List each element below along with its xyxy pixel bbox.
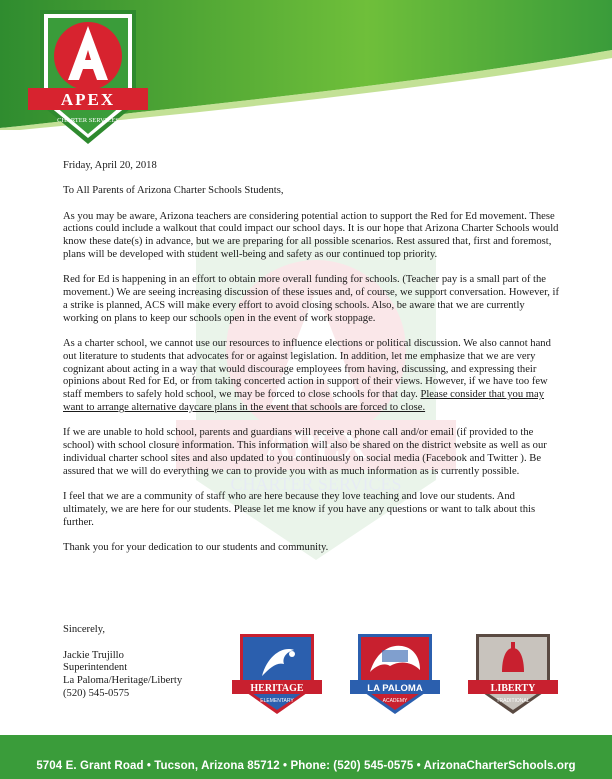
letter-paragraph-2: Red for Ed is happening in an effort to obtain more overall funding for schools. (Teacher pay is a small part of the movement.) We are seeing increasing discussion of these issues and, of course, we support conversation. However, if a strike is planned, ACS will make every effort to avoid closing schools. Also, be aware that we are currently working on plans to keep our schools open in the event of work stoppage. <box>63 274 560 324</box>
letter-date: Friday, April 20, 2018 <box>63 160 157 171</box>
watermark-name: APEX <box>264 425 368 467</box>
letter-salutation: To All Parents of Arizona Charter Schools Students, <box>63 185 284 197</box>
logo-name: APEX <box>60 90 116 109</box>
badge-liberty-sub: TRADITIONAL <box>496 698 530 704</box>
logo-subtitle: CHARTER SERVICES <box>57 117 119 124</box>
signer-schools: La Paloma/Heritage/Liberty <box>63 675 183 687</box>
paragraph-3-text: As a charter school, we cannot use our resources to influence elections or political discussion. We also cannot hand out literature to students that advocates for or against legislation. In addition, let me emphasize that we are very cognizant about acting in a way that would discourage employees from having, discussing, and expressing their opinions about Red for Ed, or from taking concerted action in support of their views. However, if we have too few staff members to safely hold school, we may be forced to close schools for that day. <box>63 337 551 401</box>
heritage-badge <box>232 632 322 716</box>
letter-paragraph-5: I feel that we are a community of staff who are here because they love teaching and love our students. And ultimately, we are here for our students. Please let me know if you have any questions or want to talk about this further. <box>63 490 536 528</box>
badge-heritage-sub: ELEMENTARY <box>260 698 294 704</box>
signer-phone: (520) 545-0575 <box>63 687 130 699</box>
daycare-note: Please consider that you may want to arrange alternative daycare plans in the event that schools are forced to close. <box>63 389 545 413</box>
badge-la-paloma-sub: ACADEMY <box>382 698 408 704</box>
liberty-badge <box>468 632 558 716</box>
letter-paragraph-1: As you may be aware, Arizona teachers are considering potential action to support the Red for Ed movement. These actions could include a walkout that could impact our school days. It is our hope that Arizona Charter Schools would know these date(s) in advance, but we are preparing for all possible scenarios. Rest assured that, first and foremost, plans will be developed with student well-being and safety as our continued top priority. <box>63 210 559 260</box>
footer-contact: 5704 E. Grant Road • Tucson, Arizona 85712 • Phone: (520) 545-0575 • ArizonaCharterSchools.org <box>36 760 576 772</box>
letter-paragraph-6: Thank you for your dedication to our students and community. <box>63 541 329 553</box>
signature-block <box>63 624 182 701</box>
badge-la-paloma-name: LA PALOMA <box>367 683 423 694</box>
badge-liberty-name: LIBERTY <box>490 683 536 694</box>
letter-body <box>63 160 561 567</box>
la-paloma-badge <box>350 632 440 716</box>
school-badges <box>232 632 562 717</box>
watermark-subtitle: CHARTER SERVICES <box>230 474 402 494</box>
apex-logo <box>28 8 148 148</box>
signer-title: Superintendent <box>63 662 128 674</box>
signer-name: Jackie Trujillo <box>63 649 124 661</box>
footer-bar <box>0 735 612 779</box>
letter-paragraph-4: If we are unable to hold school, parents and guardians will receive a phone call and/or email (if provided to the school) with school closure information. This information will also be shared on the district website as well as our individual charter school sites and also updated to you continuously on social media (Facebook and Twitter ). Be assured that we will do everything we can to provide you with as much information as is currently possible. <box>63 427 547 477</box>
letter-paragraph-3 <box>63 338 561 415</box>
letter-closing: Sincerely, <box>63 624 105 635</box>
badge-heritage-name: HERITAGE <box>250 683 304 694</box>
